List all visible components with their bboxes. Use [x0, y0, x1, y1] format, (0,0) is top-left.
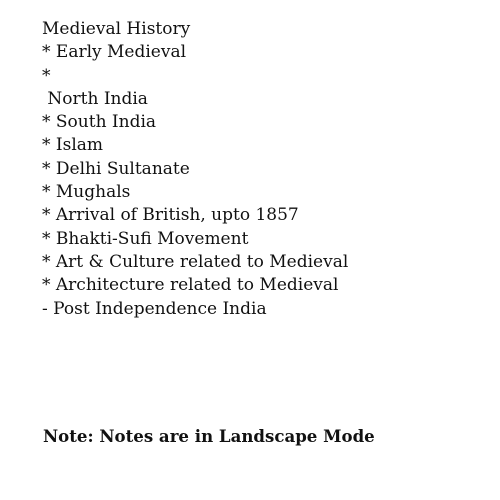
topic-line: * Bhakti-Sufi Movement	[42, 228, 249, 249]
topic-line: * South India	[42, 112, 157, 133]
topic-line: * Mughals	[42, 182, 131, 203]
topic-line: North India	[42, 88, 148, 109]
topic-line: * Early Medieval	[42, 42, 187, 63]
topic-line: * Delhi Sultanate	[42, 158, 190, 179]
topic-list	[42, 18, 348, 321]
topic-line: *	[42, 65, 51, 86]
topic-line: * Art & Culture related to Medieval	[42, 251, 349, 272]
note-text: Note: Notes are in Landscape Mode	[43, 426, 375, 446]
topic-line: * Arrival of British, upto 1857	[42, 205, 299, 226]
topic-line: * Islam	[42, 135, 104, 156]
topic-line: * Architecture related to Medieval	[42, 275, 339, 296]
topic-line: Medieval History	[42, 19, 191, 39]
topic-line: - Post Independence India	[42, 298, 267, 319]
